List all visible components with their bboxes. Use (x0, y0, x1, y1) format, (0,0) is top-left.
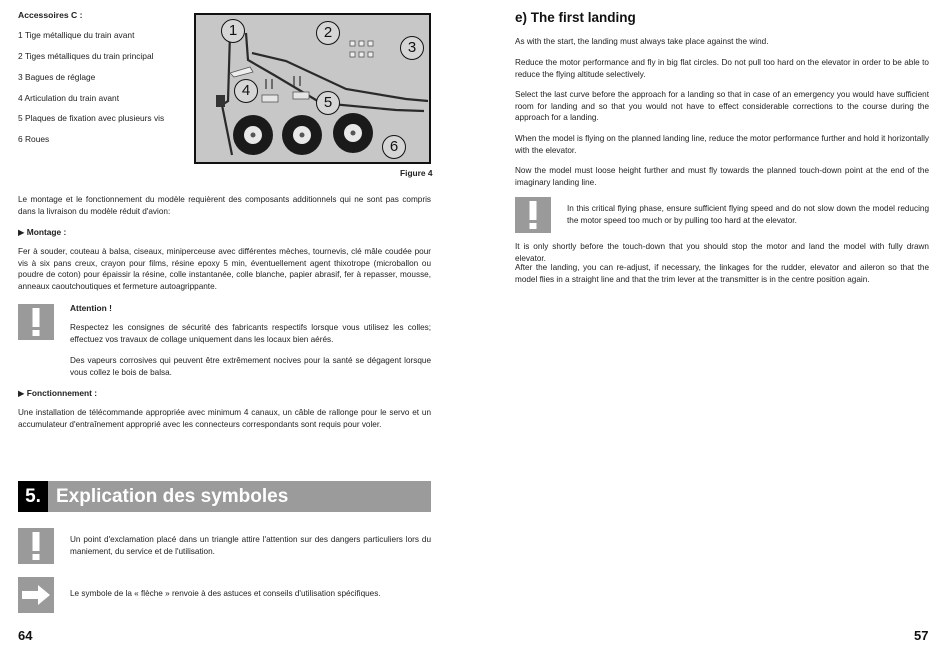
figure-caption: Figure 4 (400, 168, 433, 178)
accessory-item-6: 6 Roues (18, 134, 50, 144)
section-header (18, 481, 431, 512)
accessory-item-3: 3 Bagues de réglage (18, 72, 96, 82)
figure-callout-1: 1 (221, 19, 245, 43)
figure-callout-3: 3 (400, 36, 424, 60)
attention-title: Attention ! (70, 303, 112, 313)
figure-callout-4: 4 (234, 79, 258, 103)
landing-paragraph-1: As with the start, the landing must always take place against the wind. (515, 37, 769, 46)
symbol-arrow-text: Le symbole de la « flèche » renvoie à des astuces et conseils d'utilisation spécifiques. (70, 589, 381, 598)
section-title: Explication des symboles (56, 486, 289, 507)
montage-heading: ▶ Montage : (18, 227, 67, 237)
attention-paragraph-2: Des vapeurs corrosives qui peuvent être extrêmement nocives pour la santé se dégagent lorsque vous collez le bois de balsa. (70, 356, 431, 377)
accessory-item-4: 4 Articulation du train avant (18, 93, 120, 103)
figure-callout-6: 6 (382, 135, 406, 159)
landing-paragraph-7: After the landing, you can re-adjust, if necessary, the linkages for the rudder, elevator and aileron so that the model flies in a straight line and that the trim lever at the transmitter is in the centre position again. (515, 263, 929, 284)
montage-paragraph: Fer à souder, couteau à balsa, ciseaux, miniperceuse avec différentes mèches, tournevis, clé mâle coudée pour vis à six pans creux, crayon pour films, résine epoxy 5 min, éventuellement agent thixotrope (microballon ou poudre de coton) pour épaissir la résine, colle instantanée, colle blanche, papier abrasif, fer à repasser, mousse, anneaux caoutchoutiques et fermeture autoagrippante. (18, 247, 431, 291)
landing-heading: e) The first landing (515, 10, 636, 25)
figure-callout-5: 5 (316, 91, 340, 115)
accessories-title: Accessoires C : (18, 10, 83, 20)
warning-icon (18, 304, 54, 340)
fonctionnement-paragraph: Une installation de télécommande appropriée avec minimum 4 canaux, un câble de rallonge pour le servo et un accumulateur d'entraînement approprié avec les connecteurs correspondants sont requis pour voler. (18, 408, 431, 429)
landing-warning-icon (515, 197, 551, 233)
landing-paragraph-5: Now the model must loose height further and must fly towards the planned touch-down point at the end of the imaginary landing line. (515, 166, 929, 187)
landing-paragraph-3: Select the last curve before the approach for a landing so that in case of an emergency you would have sufficient room for landing and so that you would not have to effect considerable corrections to the course during the approach for a landing. (515, 90, 929, 123)
accessory-item-1: 1 Tige métallique du train avant (18, 30, 135, 40)
right-page-number: 57 (914, 628, 929, 643)
accessory-item-5: 5 Plaques de fixation avec plusieurs vis (18, 113, 165, 123)
landing-paragraph-2: Reduce the motor performance and fly in big flat circles. Do not pull too hard on the elevator in order to be able to reduce the flying altitude selectively. (515, 58, 929, 79)
symbol-warning-text: Un point d'exclamation placé dans un triangle attire l'attention sur des dangers particuliers lors du maniement, du service et de l'utilisation. (70, 535, 431, 556)
fonctionnement-heading: ▶ Fonctionnement : (18, 388, 98, 398)
left-page-number: 64 (18, 628, 33, 643)
figure-callout-2: 2 (316, 21, 340, 45)
landing-paragraph-6: It is only shortly before the touch-down that you should stop the motor and land the model with fully drawn elevator. (515, 242, 929, 263)
accessory-item-2: 2 Tiges métalliques du train principal (18, 51, 154, 61)
arrow-symbol-icon (18, 577, 54, 613)
landing-warning-text: In this critical flying phase, ensure sufficient flying speed and do not slow down the model reducing the motor speed too much or by pulling too hard at the elevator. (567, 204, 929, 225)
intro-paragraph: Le montage et le fonctionnement du modèle requièrent des composants additionnels qui ne sont pas compris dans la livraison du modèle réduit d'avion: (18, 195, 431, 216)
figure-4-photo (194, 13, 431, 164)
exclamation-symbol-icon (18, 528, 54, 564)
landing-paragraph-4: When the model is flying on the planned landing line, reduce the motor performance further and hold it horizontally with the elevator. (515, 134, 929, 155)
section-number: 5. (18, 481, 48, 512)
attention-paragraph-1: Respectez les consignes de sécurité des fabricants respectifs lorsque vous utilisez les colles; effectuez vos travaux de collage uniquement dans les locaux bien aérés. (70, 323, 431, 344)
